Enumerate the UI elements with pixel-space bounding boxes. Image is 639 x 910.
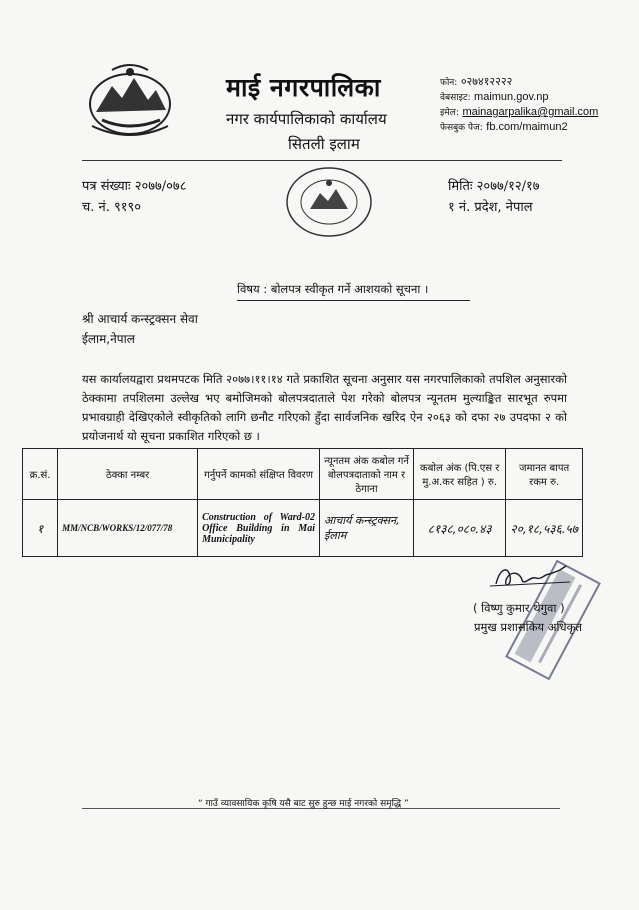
signatory-title: प्रमुख प्रशासकिय अधिकृत xyxy=(474,620,582,634)
contact-email[interactable]: इमेल: mainagarpalika@gmail.com xyxy=(440,106,599,118)
table-header-row xyxy=(23,449,583,500)
subject-underline xyxy=(237,300,470,301)
header-bid-amount: कबोल अंक (पि.एस र मु.अ.कर सहित ) रु. xyxy=(414,449,506,500)
bid-acceptance-table xyxy=(22,448,583,557)
office-seal-stamp xyxy=(284,165,374,239)
row-serial: १ xyxy=(23,500,58,557)
footer-slogan: “ गाउँ व्यावसायिक कृषि यसै बाट सुरु हुन्छ माई नगरको समृद्धि ” xyxy=(198,799,409,809)
handwritten-signature xyxy=(486,562,576,592)
contact-phone: फोन: ०२७४१२२२२ xyxy=(440,75,513,88)
header-contract-number: ठेक्का नम्बर xyxy=(58,449,198,500)
header-security-amount: जमानत बापत रकम रु. xyxy=(506,449,583,500)
nepal-emblem-logo xyxy=(82,60,178,140)
municipality-name: माई नगरपालिका xyxy=(226,73,381,102)
letter-date: मितिः २०७७/१२/१७ xyxy=(448,179,540,194)
contact-website[interactable]: वेबसाइट: maimun.gov.np xyxy=(440,91,549,103)
office-location: सितली इलाम xyxy=(288,135,360,153)
row-security-amount: २०,१८,५३६.५७ xyxy=(506,500,583,557)
recipient-name: श्री आचार्य कन्स्ट्रक्सन सेवा xyxy=(82,312,198,326)
letter-number: पत्र संख्याः २०७७/०७८ xyxy=(82,179,187,194)
province: १ नं. प्रदेश, नेपाल xyxy=(448,200,533,215)
row-bid-amount: ८१३८,०८०.४३ xyxy=(414,500,506,557)
row-work-description: Construction of Ward-02 Office Building in Mai Municipality xyxy=(198,500,320,557)
row-contract-number: MM/NCB/WORKS/12/077/78 xyxy=(58,500,198,557)
header-serial: क्र.सं. xyxy=(23,449,58,500)
table-row xyxy=(23,500,583,557)
header-work-description: गर्नुपर्ने कामको संक्षिप्त विवरण xyxy=(198,449,320,500)
office-name: नगर कार्यपालिकाको कार्यालय xyxy=(226,110,387,128)
header-divider xyxy=(82,160,562,161)
notice-body: यस कार्यालयद्वारा प्रथमपटक मिति २०७७।११।१४ गते प्रकाशित सूचना अनुसार यस नगरपालिकाको तपशिल अनुसारको ठेक्कामा तपशिलमा उल्लेख भए बमोजिमको बोलपत्रदाताले पेश गरेको बोलपत्र न्यूनतम मुल्याङ्कित सारभूत रुपमा प्रभावग्राही देखिएकोले स्वीकृतिको लागि छनौट गरिएको हुँदा सार्वजनिक खरिद ऐन २०६३ को दफा २७ उपदफा २ को प्रयोजनार्थ यो सूचना प्रकाशित गरिएको छ । xyxy=(82,372,567,443)
header-bidder: न्यूनतम अंक कबोल गर्ने बोलपत्रदाताको नाम र ठेगाना xyxy=(319,449,413,500)
recipient-address: ईलाम,नेपाल xyxy=(82,332,135,346)
subject-line: विषय : बोलपत्र स्वीकृत गर्ने आशयको सूचना । xyxy=(237,282,429,296)
dispatch-number: च. नं. ९१९० xyxy=(82,200,142,215)
row-bidder: आचार्य कन्स्ट्रक्सन, ईलाम xyxy=(319,500,413,557)
signatory-name: ( विष्णु कुमार थेगुवा ) xyxy=(473,601,565,615)
contact-facebook[interactable]: फेसबुक पेज: fb.com/maimun2 xyxy=(440,121,568,133)
